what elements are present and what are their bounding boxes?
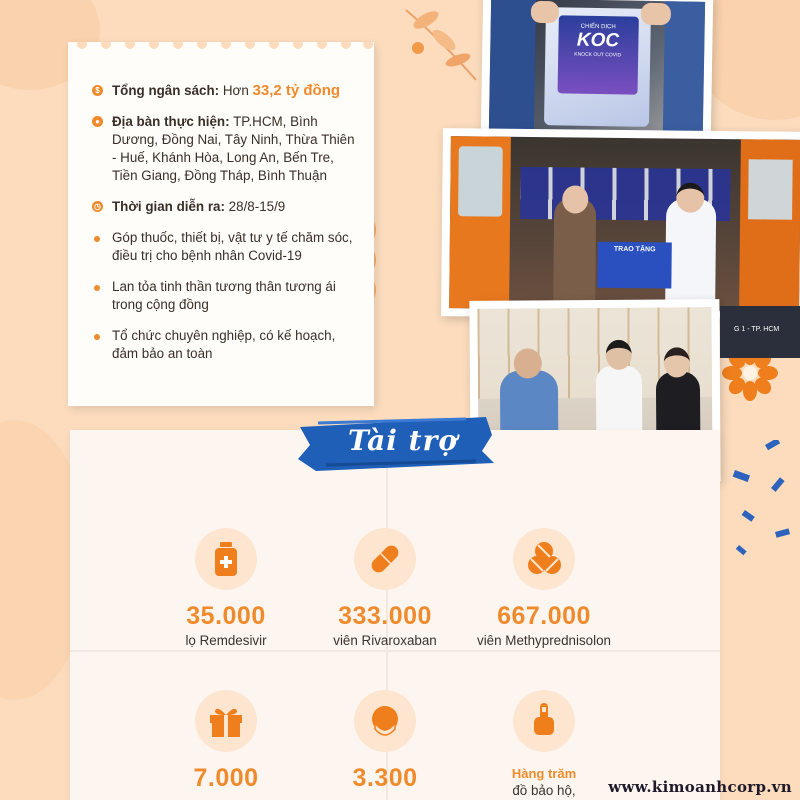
bullet-dot bbox=[94, 285, 100, 291]
time-value: 28/8-15/9 bbox=[228, 199, 286, 214]
area-row bbox=[90, 113, 360, 185]
budget-value: 33,2 tỷ đồng bbox=[252, 82, 341, 99]
stat-value: 333.000 bbox=[338, 602, 432, 630]
stat-item bbox=[464, 690, 624, 798]
campaign-info-content bbox=[90, 82, 360, 376]
stat-value: 35.000 bbox=[186, 602, 266, 630]
stat-label: lọ Remdesivir bbox=[185, 633, 267, 648]
glove-icon bbox=[513, 690, 575, 752]
photo-van-handover bbox=[441, 128, 800, 320]
stat-item bbox=[464, 528, 624, 648]
money-icon: $ bbox=[92, 85, 103, 96]
kit-title-small: CHIẾN DỊCH bbox=[580, 23, 616, 31]
donation-banner bbox=[597, 242, 671, 289]
pills-icon bbox=[513, 528, 575, 590]
objective-item bbox=[90, 327, 360, 363]
budget-row bbox=[90, 82, 360, 100]
banner-text: TRAO TẶNG bbox=[613, 245, 656, 254]
photo-koc-kit bbox=[481, 0, 714, 142]
capsule-icon bbox=[354, 528, 416, 590]
objective-text: Lan tỏa tinh thần tương thân tương ái trong cộng đồng bbox=[112, 279, 336, 312]
time-row bbox=[90, 198, 360, 216]
website-watermark: www.kimoanhcorp.vn bbox=[608, 778, 792, 796]
campaign-info-card bbox=[68, 42, 374, 406]
stat-value: 667.000 bbox=[497, 602, 591, 630]
objective-item bbox=[90, 278, 360, 314]
notepad-spiral-edge bbox=[68, 42, 374, 66]
bullet-dot bbox=[94, 334, 100, 340]
face-mask-icon bbox=[354, 690, 416, 752]
objective-text: Tổ chức chuyên nghiệp, có kế hoạch, đảm bảo an toàn bbox=[112, 328, 336, 361]
budget-label: Tổng ngân sách: bbox=[112, 83, 220, 98]
gift-box-icon bbox=[195, 690, 257, 752]
koc-kit-bag bbox=[544, 7, 651, 127]
blue-brush-dots bbox=[725, 440, 800, 560]
stat-item bbox=[146, 690, 306, 795]
stat-value: Hàng trăm bbox=[511, 766, 577, 781]
stat-value: 7.000 bbox=[193, 764, 259, 792]
leaf-branch-icon bbox=[396, 0, 486, 90]
stat-value: 3.300 bbox=[352, 764, 418, 792]
time-label: Thời gian diễn ra: bbox=[112, 199, 225, 214]
objective-item bbox=[90, 229, 360, 265]
budget-prefix: Hơn bbox=[222, 83, 249, 98]
area-value: TP.HCM, Bình Dương, Đồng Nai, Tây Ninh, Thừa Thiên - Huế, Khánh Hòa, Long An, Bến Tre, Tiền Giang, Đồng Tháp, Bình Thuận bbox=[112, 114, 355, 183]
partial-sign-text: G 1 - TP. HCM bbox=[720, 306, 800, 358]
stat-label: đồ bảo hộ, bbox=[512, 783, 576, 798]
stat-item bbox=[305, 528, 465, 648]
location-pin-icon: ● bbox=[92, 116, 103, 127]
stat-label: viên Rivaroxaban bbox=[333, 633, 437, 648]
kit-subtitle: KNOCK OUT COVID bbox=[574, 51, 622, 59]
clock-icon: ◷ bbox=[92, 201, 103, 212]
stat-item bbox=[146, 528, 306, 648]
kit-title: KOC bbox=[576, 29, 620, 52]
bullet-dot bbox=[94, 236, 100, 242]
objective-text: Góp thuốc, thiết bị, vật tư y tế chăm sóc, điều trị cho bệnh nhân Covid-19 bbox=[112, 230, 353, 263]
fold-line bbox=[70, 650, 720, 652]
area-label: Địa bàn thực hiện: bbox=[112, 114, 230, 129]
stat-item bbox=[305, 690, 465, 795]
vial-icon bbox=[195, 528, 257, 590]
stat-label: viên Methyprednisolon bbox=[477, 633, 611, 648]
section-title: Tài trợ bbox=[348, 424, 459, 457]
